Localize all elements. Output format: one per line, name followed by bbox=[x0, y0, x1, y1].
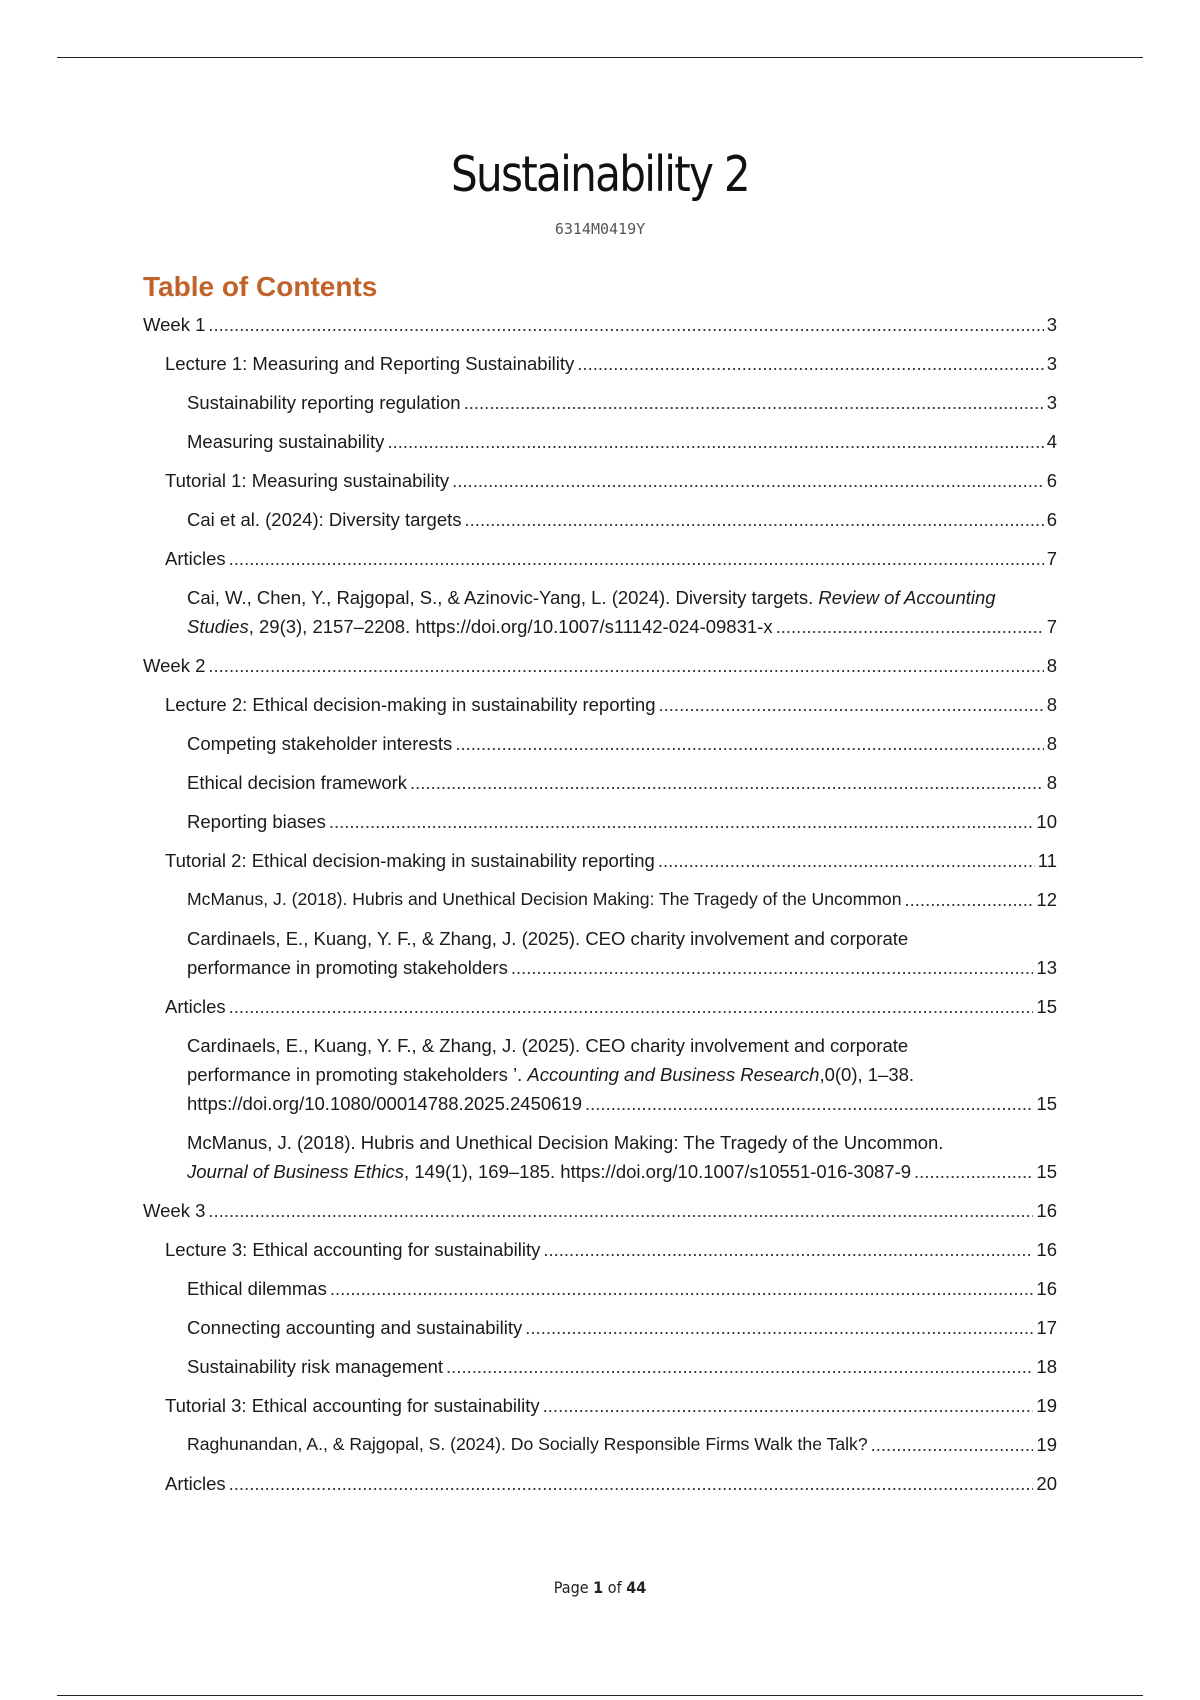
toc-entry-tutorial-2[interactable] bbox=[143, 846, 1057, 875]
toc-entry-text: Sustainability risk management bbox=[187, 1356, 444, 1377]
toc-entry-citation[interactable] bbox=[143, 583, 1057, 641]
toc-entry-articles[interactable] bbox=[143, 992, 1057, 1021]
toc-page-number: 13 bbox=[1036, 957, 1057, 978]
toc-entry-text: Articles bbox=[165, 1473, 226, 1494]
toc-page-number: 8 bbox=[1046, 655, 1057, 676]
toc-page-number: 17 bbox=[1036, 1317, 1057, 1338]
top-rule bbox=[57, 57, 1143, 58]
toc-entry[interactable] bbox=[143, 427, 1057, 456]
toc-entry-citation[interactable] bbox=[143, 1128, 1057, 1186]
toc-entry-text: Tutorial 2: Ethical decision-making in sustainability reporting bbox=[165, 850, 655, 871]
dot-leader bbox=[208, 651, 1043, 680]
toc-entry-text: Articles bbox=[165, 996, 226, 1017]
toc-heading: Table of Contents bbox=[143, 271, 378, 302]
toc-entry-text: Week 2 bbox=[143, 655, 206, 676]
dot-leader bbox=[455, 729, 1043, 758]
citation-journal: Studies bbox=[187, 616, 249, 637]
dot-leader bbox=[658, 846, 1035, 875]
toc-page-number: 11 bbox=[1037, 850, 1057, 871]
dot-leader bbox=[871, 1430, 1034, 1459]
toc-entry[interactable] bbox=[143, 1430, 1057, 1459]
dot-leader bbox=[511, 953, 1034, 982]
toc-page-number: 7 bbox=[1046, 548, 1057, 569]
toc-entry-text: Sustainability reporting regulation bbox=[187, 392, 461, 413]
toc-entry-citation[interactable] bbox=[143, 924, 1057, 982]
citation-text: ,0(0), 1–38. bbox=[819, 1064, 915, 1085]
dot-leader bbox=[387, 427, 1043, 456]
citation-journal: Accounting and Business Research bbox=[527, 1064, 820, 1085]
toc-entry-tutorial-1[interactable] bbox=[143, 466, 1057, 495]
toc-entry[interactable] bbox=[143, 1274, 1057, 1303]
toc-entry[interactable] bbox=[143, 1352, 1057, 1381]
dot-leader bbox=[659, 690, 1044, 719]
dot-leader bbox=[208, 1196, 1033, 1225]
toc-page-number: 3 bbox=[1046, 392, 1057, 413]
toc-entry-text: Week 3 bbox=[143, 1200, 206, 1221]
citation-line: Cardinaels, E., Kuang, Y. F., & Zhang, J. (2025). CEO charity involvement and corporate bbox=[187, 928, 909, 949]
citation-text: performance in promoting stakeholders bbox=[187, 957, 508, 978]
citation-doi[interactable]: https://doi.org/10.1080/00014788.2025.2450619 bbox=[187, 1093, 583, 1114]
toc-page-number: 8 bbox=[1046, 733, 1057, 754]
citation-text: , 149(1), 169–185. https://doi.org/10.1007/s10551-016-3087-9 bbox=[403, 1161, 912, 1182]
dot-leader bbox=[465, 505, 1044, 534]
citation-line: McManus, J. (2018). Hubris and Unethical Decision Making: The Tragedy of the Uncommon. bbox=[187, 1132, 944, 1153]
toc-page-number: 6 bbox=[1046, 470, 1057, 491]
dot-leader bbox=[905, 885, 1034, 914]
toc-page-number: 16 bbox=[1036, 1278, 1057, 1299]
toc-entry-text: McManus, J. (2018). Hubris and Unethical Decision Making: The Tragedy of the Uncommon bbox=[187, 889, 902, 909]
toc-entry-text: Week 1 bbox=[143, 314, 206, 335]
toc-entry-text: Raghunandan, A., & Rajgopal, S. (2024). Do Socially Responsible Firms Walk the Talk? bbox=[187, 1434, 868, 1454]
toc-entry[interactable] bbox=[143, 388, 1057, 417]
citation-line bbox=[187, 583, 1057, 612]
toc-entry-text: Articles bbox=[165, 548, 226, 569]
toc-page-number: 3 bbox=[1046, 353, 1057, 374]
dot-leader bbox=[330, 1274, 1034, 1303]
toc-entry-week-1[interactable] bbox=[143, 310, 1057, 339]
toc-page-number: 15 bbox=[1036, 996, 1057, 1017]
toc-page-number: 3 bbox=[1046, 314, 1057, 335]
current-page-number: 1 bbox=[593, 1578, 604, 1597]
page-footer bbox=[60, 1578, 1140, 1597]
toc-page-number: 4 bbox=[1046, 431, 1057, 452]
citation-line bbox=[187, 1157, 1057, 1186]
course-code: 6314M0419Y bbox=[554, 220, 646, 238]
toc-page-number: 20 bbox=[1036, 1473, 1057, 1494]
toc-entry-text: Lecture 3: Ethical accounting for sustainability bbox=[165, 1239, 541, 1260]
dot-leader bbox=[577, 349, 1043, 378]
citation-line: Cardinaels, E., Kuang, Y. F., & Zhang, J. (2025). CEO charity involvement and corporate bbox=[187, 1035, 909, 1056]
dot-leader bbox=[464, 388, 1044, 417]
dot-leader bbox=[410, 768, 1044, 797]
total-page-count: 44 bbox=[626, 1578, 647, 1597]
toc-entry-text: Measuring sustainability bbox=[187, 431, 385, 452]
toc-page-number: 16 bbox=[1036, 1200, 1057, 1221]
toc-entry-text: Reporting biases bbox=[187, 811, 326, 832]
dot-leader bbox=[585, 1089, 1033, 1118]
toc-page-number: 8 bbox=[1046, 772, 1057, 793]
toc-entry[interactable] bbox=[143, 1313, 1057, 1342]
citation-line bbox=[187, 1060, 1057, 1089]
footer-of: of bbox=[607, 1578, 622, 1597]
toc-page-number: 15 bbox=[1036, 1161, 1057, 1182]
toc-page-number: 18 bbox=[1036, 1356, 1057, 1377]
toc-page-number: 19 bbox=[1036, 1434, 1057, 1455]
citation-journal: Review of Accounting bbox=[818, 587, 996, 608]
dot-leader bbox=[543, 1235, 1033, 1264]
dot-leader bbox=[329, 807, 1034, 836]
dot-leader bbox=[914, 1157, 1033, 1186]
footer-prefix: Page bbox=[553, 1578, 589, 1597]
toc-page-number: 16 bbox=[1036, 1239, 1057, 1260]
toc-entry-citation[interactable] bbox=[143, 1031, 1057, 1118]
toc-entry-week-2[interactable] bbox=[143, 651, 1057, 680]
toc-entry[interactable] bbox=[143, 807, 1057, 836]
dot-leader bbox=[446, 1352, 1033, 1381]
dot-leader bbox=[229, 1469, 1034, 1498]
toc-page-number: 10 bbox=[1036, 811, 1057, 832]
toc-entry[interactable] bbox=[143, 768, 1057, 797]
toc-entry-lecture-2[interactable] bbox=[143, 690, 1057, 719]
toc-entry-text: Ethical decision framework bbox=[187, 772, 408, 793]
toc-entry[interactable] bbox=[143, 505, 1057, 534]
dot-leader bbox=[229, 544, 1044, 573]
dot-leader bbox=[208, 310, 1043, 339]
toc-entry-text: Connecting accounting and sustainability bbox=[187, 1317, 523, 1338]
document-title: Sustainability 2 bbox=[450, 146, 750, 203]
toc-page-number: 6 bbox=[1046, 509, 1057, 530]
dot-leader bbox=[525, 1313, 1033, 1342]
toc-entry-text: Competing stakeholder interests bbox=[187, 733, 453, 754]
citation-text: , 29(3), 2157–2208. https://doi.org/10.1007/s11142-024-09831-x bbox=[248, 616, 773, 637]
toc-entry[interactable] bbox=[143, 885, 1057, 914]
toc-page-number: 12 bbox=[1036, 889, 1057, 910]
toc-entry-week-3[interactable] bbox=[143, 1196, 1057, 1225]
citation-line bbox=[187, 953, 1057, 982]
toc-entry-text: Cai et al. (2024): Diversity targets bbox=[187, 509, 462, 530]
toc-entry-articles[interactable] bbox=[143, 1469, 1057, 1498]
citation-line bbox=[187, 612, 1057, 641]
dot-leader bbox=[543, 1391, 1034, 1420]
citation-journal: Journal of Business Ethics bbox=[187, 1161, 404, 1182]
citation-text: Cai, W., Chen, Y., Rajgopal, S., & Azinovic-Yang, L. (2024). Diversity targets. bbox=[187, 587, 819, 608]
toc-entry-text: Lecture 2: Ethical decision-making in sustainability reporting bbox=[165, 694, 656, 715]
dot-leader bbox=[776, 612, 1044, 641]
bottom-rule bbox=[57, 1695, 1143, 1696]
toc-entry-text: Ethical dilemmas bbox=[187, 1278, 327, 1299]
toc-page-number: 15 bbox=[1036, 1093, 1057, 1114]
toc-entry-text: Tutorial 3: Ethical accounting for sustainability bbox=[165, 1395, 540, 1416]
table-of-contents bbox=[143, 310, 1057, 1498]
toc-entry-tutorial-3[interactable] bbox=[143, 1391, 1057, 1420]
dot-leader bbox=[229, 992, 1034, 1021]
toc-entry-articles[interactable] bbox=[143, 544, 1057, 573]
toc-entry-text: Tutorial 1: Measuring sustainability bbox=[165, 470, 450, 491]
toc-page-number: 19 bbox=[1036, 1395, 1057, 1416]
toc-page-number: 7 bbox=[1046, 616, 1057, 637]
toc-entry-lecture-1[interactable] bbox=[143, 349, 1057, 378]
citation-text: performance in promoting stakeholders ’. bbox=[187, 1064, 528, 1085]
toc-entry-text: Lecture 1: Measuring and Reporting Sustainability bbox=[165, 353, 575, 374]
toc-entry[interactable] bbox=[143, 729, 1057, 758]
citation-line bbox=[187, 1089, 1057, 1118]
toc-entry-lecture-3[interactable] bbox=[143, 1235, 1057, 1264]
dot-leader bbox=[452, 466, 1044, 495]
toc-page-number: 8 bbox=[1046, 694, 1057, 715]
